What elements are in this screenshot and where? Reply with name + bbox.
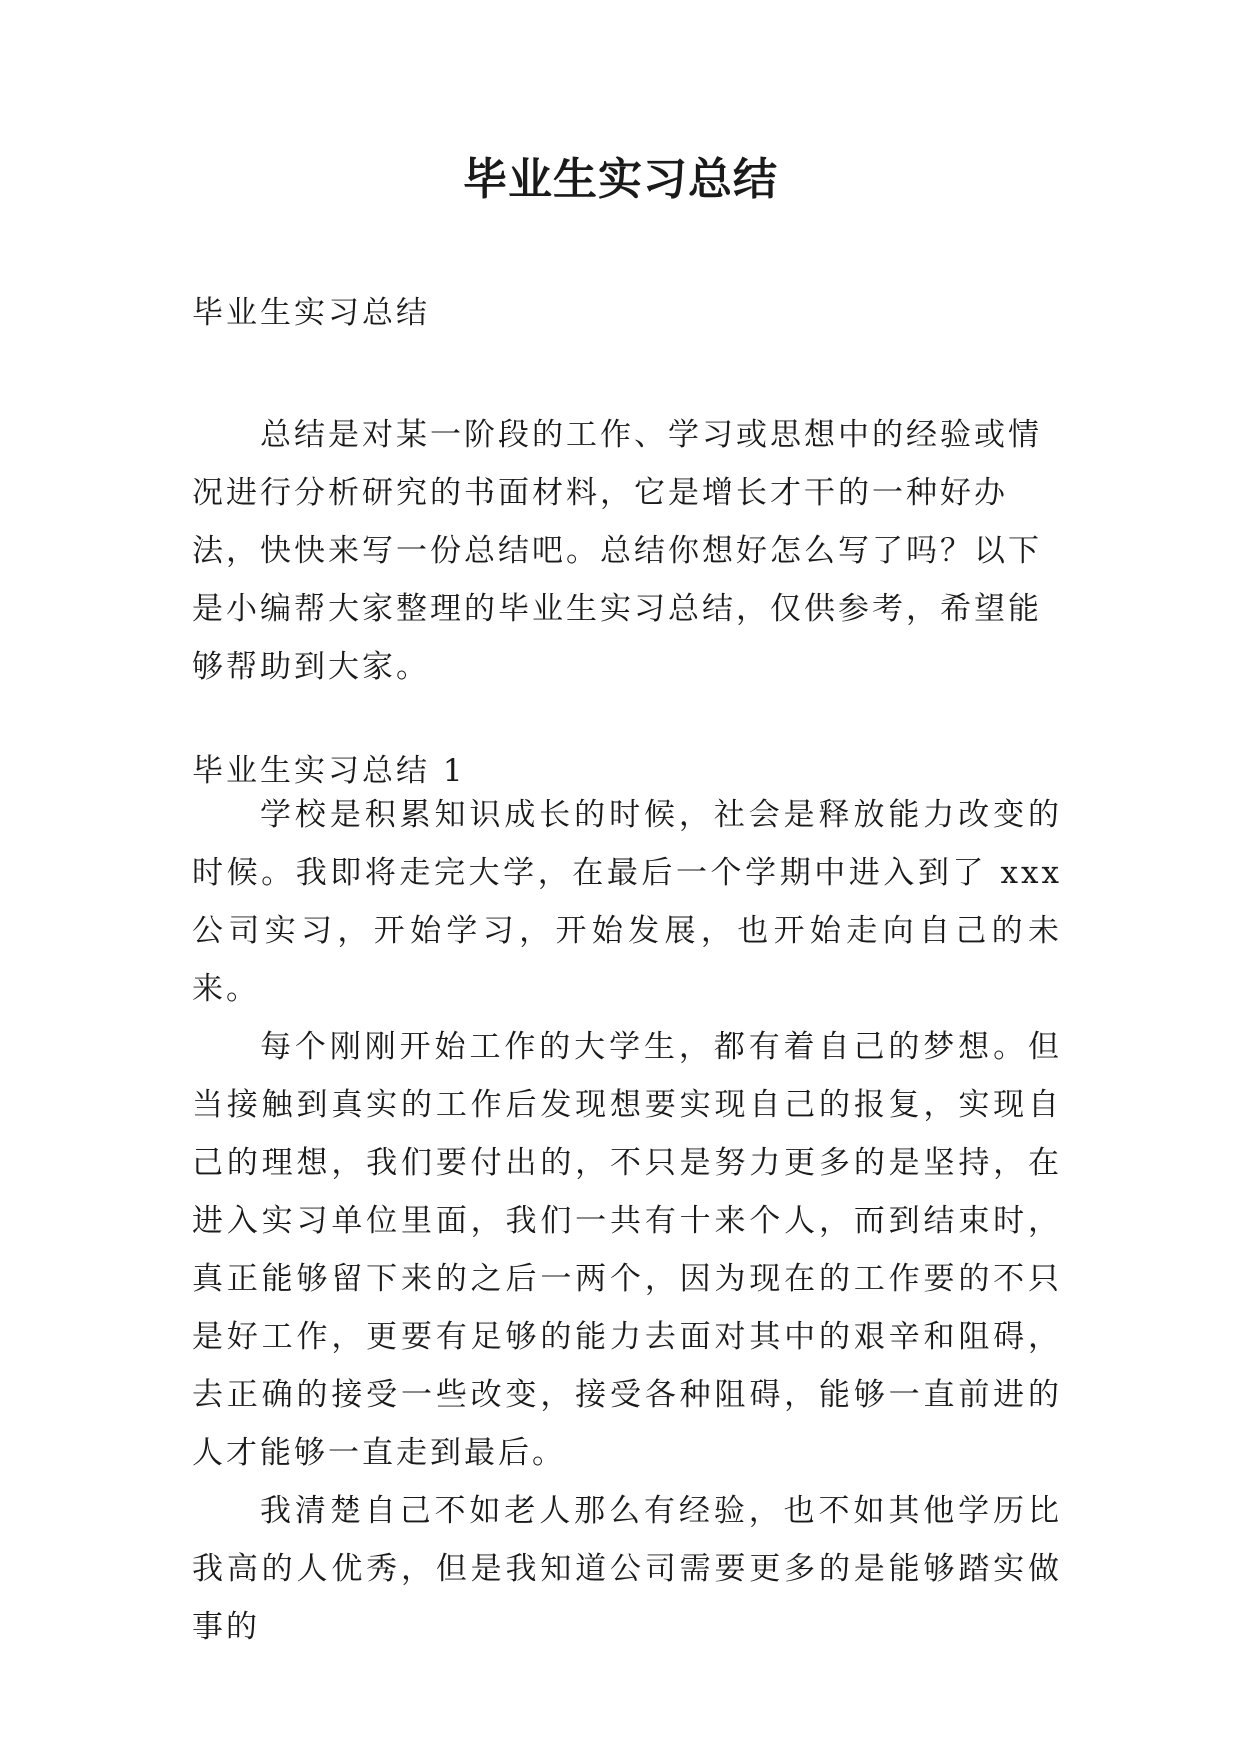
section-paragraph: 学校是积累知识成长的时候，社会是释放能力改变的时候。我即将走完大学，在最后一个学期中进入到了 xxx 公司实习，开始学习，开始发展，也开始走向自己的未来。 <box>192 797 1062 1007</box>
intro-paragraph: 总结是对某一阶段的工作、学习或思想中的经验或情况进行分析研究的书面材料，它是增长才干的一种好办法，快快来写一份总结吧。总结你想好怎么写了吗？以下是小编帮大家整理的毕业生实习总结，仅供参考，希望能够帮助到大家。 <box>192 417 1042 685</box>
document-title: 毕业生实习总结 <box>463 154 778 205</box>
section-body <box>192 786 1062 1656</box>
section-paragraph: 我清楚自己不如老人那么有经验，也不如其他学历比我高的人优秀，但是我知道公司需要更多的是能够踏实做事的 <box>192 1493 1062 1645</box>
section-paragraph: 每个刚刚开始工作的大学生，都有着自己的梦想。但当接触到真实的工作后发现想要实现自己的报复，实现自己的理想，我们要付出的，不只是努力更多的是坚持，在进入实习单位里面，我们一共有十来个人，而到结束时，真正能够留下来的之后一两个，因为现在的工作要的不只是好工作，更要有足够的能力去面对其中的艰辛和阻碍，去正确的接受一些改变，接受各种阻碍，能够一直前进的人才能够一直走到最后。 <box>192 1029 1062 1471</box>
document-subtitle: 毕业生实习总结 <box>192 295 430 331</box>
section-heading: 毕业生实习总结 1 <box>192 753 466 789</box>
